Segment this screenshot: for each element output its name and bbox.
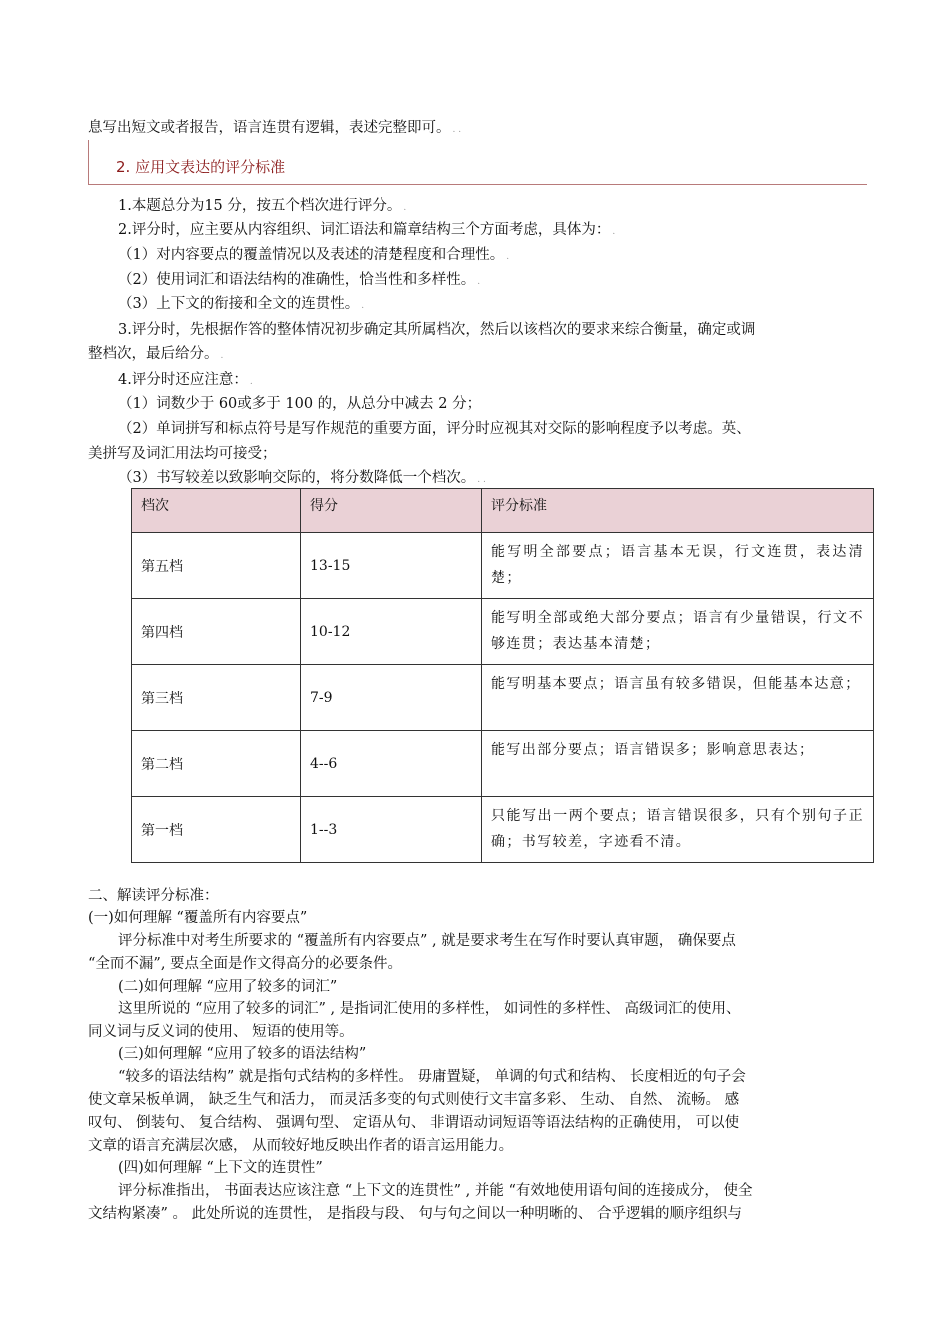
rule-4-item-2-line-2: 美拼写及词汇用法均可接受； (88, 446, 277, 462)
level-cell: 第四档 (132, 599, 301, 665)
header-score: 得分 (301, 489, 482, 533)
table-header-row (132, 489, 874, 533)
score-cell: 1--3 (301, 797, 482, 863)
level-cell: 第一档 (132, 797, 301, 863)
rule-2: 2.评分时，应主要从内容组织、词汇语法和篇章结构三个方面考虑，具体为： . (118, 222, 616, 238)
rule-2-item-1: （1）对内容要点的覆盖情况以及表述的清楚程度和合理性。 . (118, 247, 510, 263)
table-row (132, 797, 874, 863)
q3-line-4: 文章的语言充满层次感， 从而较好地反映出作者的语言运用能力。 (88, 1138, 514, 1154)
rule-4-item-1: （1）词数少于 60或多于 100 的，从总分中减去 2 分； (118, 396, 482, 412)
q2-heading: (二)如何理解 “应用了较多的词汇” (118, 979, 338, 995)
score-cell: 4--6 (301, 731, 482, 797)
q3-line-3: 叹句、 倒装句、 复合结构、 强调句型、 定语从句、 非谓语动词短语等语法结构的正确使用， 可以使 (88, 1115, 740, 1131)
criteria-cell: 只能写出一两个要点；语言错误很多，只有个别句子正确；书写较差，字迹看不清。 (482, 797, 874, 863)
section-title: 2. 应用文表达的评分标准 (116, 158, 286, 176)
table-row (132, 665, 874, 731)
q1-heading: (一)如何理解 “覆盖所有内容要点” (88, 910, 308, 926)
q1-line-2: “全而不漏”, 要点全面是作文得高分的必要条件。 (88, 956, 403, 972)
rule-1: 1.本题总分为15 分，按五个档次进行评分。 . (118, 198, 407, 214)
q2-line-2: 同义词与反义词的使用、 短语的使用等。 (88, 1024, 354, 1040)
q3-heading: (三)如何理解 “应用了较多的语法结构” (118, 1046, 367, 1062)
criteria-cell: 能写明基本要点；语言虽有较多错误，但能基本达意； (482, 665, 874, 731)
intro-line: 息写出短文或者报告，语言连贯有逻辑，表述完整即可。 . . (88, 120, 462, 136)
rule-3-line-2: 整档次，最后给分。 . (88, 346, 224, 362)
rule-2-item-2: （2）使用词汇和语法结构的准确性，恰当性和多样性。 . (118, 272, 481, 288)
rule-4: 4.评分时还应注意： . (118, 372, 253, 388)
q4-heading: (四)如何理解 “上下文的连贯性” (118, 1160, 323, 1176)
score-cell: 7-9 (301, 665, 482, 731)
score-cell: 13-15 (301, 533, 482, 599)
level-cell: 第五档 (132, 533, 301, 599)
table-row (132, 533, 874, 599)
criteria-cell: 能写明全部或绝大部分要点；语言有少量错误，行文不够连贯；表达基本清楚； (482, 599, 874, 665)
grading-table (131, 488, 874, 863)
score-cell: 10-12 (301, 599, 482, 665)
table-row (132, 731, 874, 797)
q1-line-1: 评分标准中对考生所要求的 “覆盖所有内容要点” , 就是要求考生在写作时要认真审题， 确保要点 (118, 933, 736, 949)
level-cell: 第三档 (132, 665, 301, 731)
part2-heading: 二、解读评分标准： (88, 888, 219, 904)
q4-line-1: 评分标准指出， 书面表达应该注意 “上下文的连贯性” , 并能 “有效地使用语句间的连接成分， 使全 (118, 1183, 753, 1199)
q3-line-1: “较多的语法结构” 就是指句式结构的多样性。 毋庸置疑， 单调的句式和结构、 长度相近的句子会 (118, 1069, 746, 1085)
header-criteria: 评分标准 (482, 489, 874, 533)
level-cell: 第二档 (132, 731, 301, 797)
table-row (132, 599, 874, 665)
criteria-cell: 能写明全部要点；语言基本无误，行文连贯，表达清楚； (482, 533, 874, 599)
q2-line-1: 这里所说的 “应用了较多的词汇” , 是指词汇使用的多样性， 如词性的多样性、 高级词汇的使用、 (118, 1001, 741, 1017)
q4-line-2: 文结构紧凑” 。 此处所说的连贯性， 是指段与段、 句与句之间以一种明晰的、 合乎逻辑的顺序组织与 (88, 1206, 742, 1222)
header-level: 档次 (132, 489, 301, 533)
rule-3-line-1: 3.评分时，先根据作答的整体情况初步确定其所属档次，然后以该档次的要求来综合衡量，确定或调 (118, 322, 756, 338)
q3-line-2: 使文章呆板单调， 缺乏生气和活力， 而灵活多变的句式则使行文丰富多彩、 生动、 自然、 流畅。 感 (88, 1092, 740, 1108)
rule-4-item-3: （3）书写较差以致影响交际的，将分数降低一个档次。 . . (118, 470, 486, 486)
rule-4-item-2-line-1: （2）单词拼写和标点符号是写作规范的重要方面，评分时应视其对交际的影响程度予以考虑。英、 (118, 421, 751, 437)
rule-2-item-3: （3）上下文的衔接和全文的连贯性。 . (118, 296, 365, 312)
criteria-cell: 能写出部分要点；语言错误多；影响意思表达； (482, 731, 874, 797)
